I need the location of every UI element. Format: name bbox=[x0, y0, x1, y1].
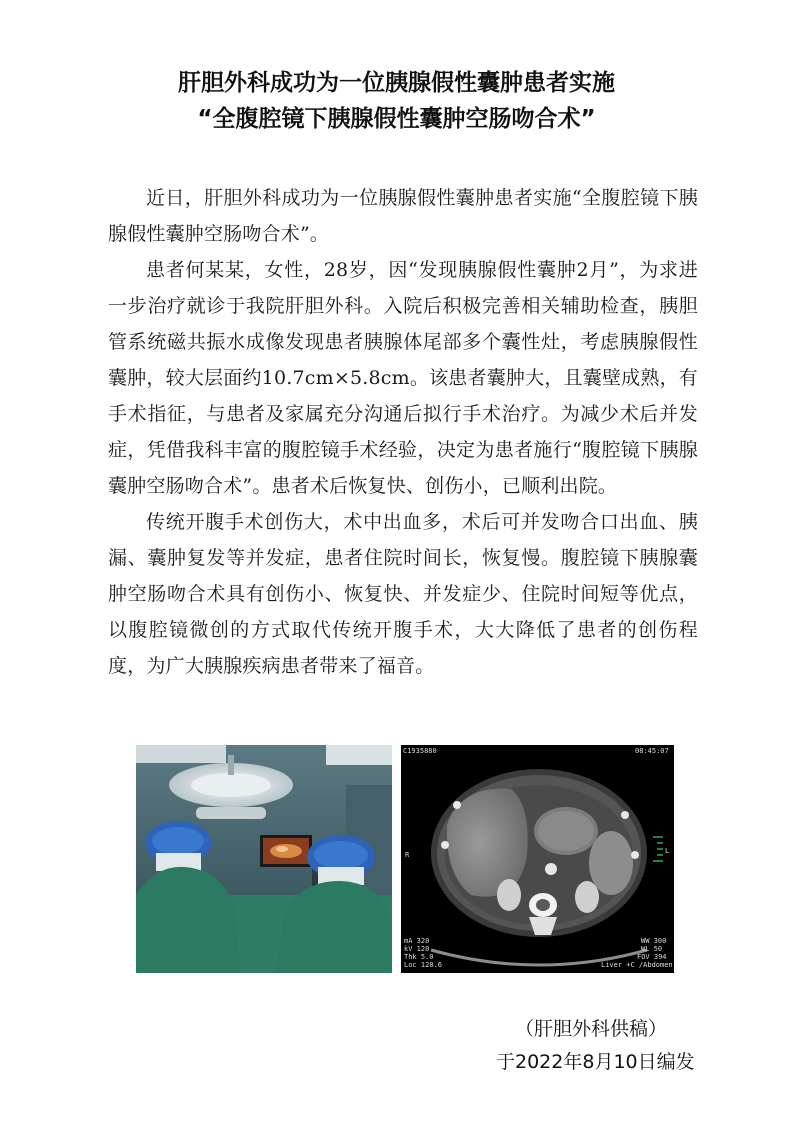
paragraph-benefits: 传统开腹手术创伤大，术中出血多，术后可并发吻合口出血、胰漏、囊肿复发等并发症，患者住院时间长，恢复慢。腹腔镜下胰腺囊肿空肠吻合术具有创伤小、恢复快、并发症少、住院时间短等优点，以腹腔镜微创的方式取代传统开腹手术，大大降低了患者的创伤程度，为广大胰腺疾病患者带来了福音。 bbox=[108, 511, 698, 677]
ct-param-ma: mA 320 bbox=[404, 937, 430, 945]
surgery-photo-illustration bbox=[136, 745, 392, 973]
ct-param-wl: WL 50 bbox=[641, 945, 663, 953]
ct-id-label: C1935880 bbox=[403, 747, 437, 755]
credit-source: （肝胆外科供稿） bbox=[515, 1018, 668, 1040]
credit-date: 于2022年8月10日编发 bbox=[496, 1051, 695, 1073]
ct-left-label: L bbox=[665, 847, 670, 855]
surgery-photo bbox=[136, 745, 392, 973]
ct-param-fov: FOV 394 bbox=[637, 953, 667, 961]
ct-scan-image bbox=[401, 745, 674, 973]
paragraph-case: 患者何某某，女性，28岁，因“发现胰腺假性囊肿2月”，为求进一步治疗就诊于我院肝胆外科。入院后积极完善相关辅助检查，胰胆管系统磁共振水成像发现患者胰腺体尾部多个囊性灶，考虑胰腺假性囊肿，较大层面约10.7cm×5.8cm。该患者囊肿大，且囊壁成熟，有手术指征，与患者及家属充分沟通后拟行手术治疗。为减少术后并发症，凭借我科丰富的腹腔镜手术经验，决定为患者施行“腹腔镜下胰腺囊肿空肠吻合术”。患者术后恢复快、创伤小，已顺利出院。 bbox=[108, 259, 698, 497]
article-body bbox=[108, 180, 698, 684]
ct-protocol-label: Liver +C /Abdomen bbox=[601, 961, 673, 969]
ct-param-thk: Thk 5.0 bbox=[404, 953, 434, 961]
ct-param-ww: WW 300 bbox=[641, 937, 667, 945]
ct-side-label: R bbox=[405, 851, 410, 859]
ct-param-loc: Loc 128.6 bbox=[404, 961, 442, 969]
ct-param-kv: kV 120 bbox=[404, 945, 430, 953]
page-title-line-1: 肝胆外科成功为一位胰腺假性囊肿患者实施 bbox=[178, 70, 615, 96]
paragraph-intro: 近日，肝胆外科成功为一位胰腺假性囊肿患者实施“全腹腔镜下胰腺假性囊肿空肠吻合术”。 bbox=[108, 187, 698, 245]
ct-scan-illustration bbox=[401, 745, 674, 973]
ct-time-label: 08:45:07 bbox=[635, 747, 669, 755]
page-title-line-2: “全腹腔镜下胰腺假性囊肿空肠吻合术” bbox=[197, 106, 596, 132]
